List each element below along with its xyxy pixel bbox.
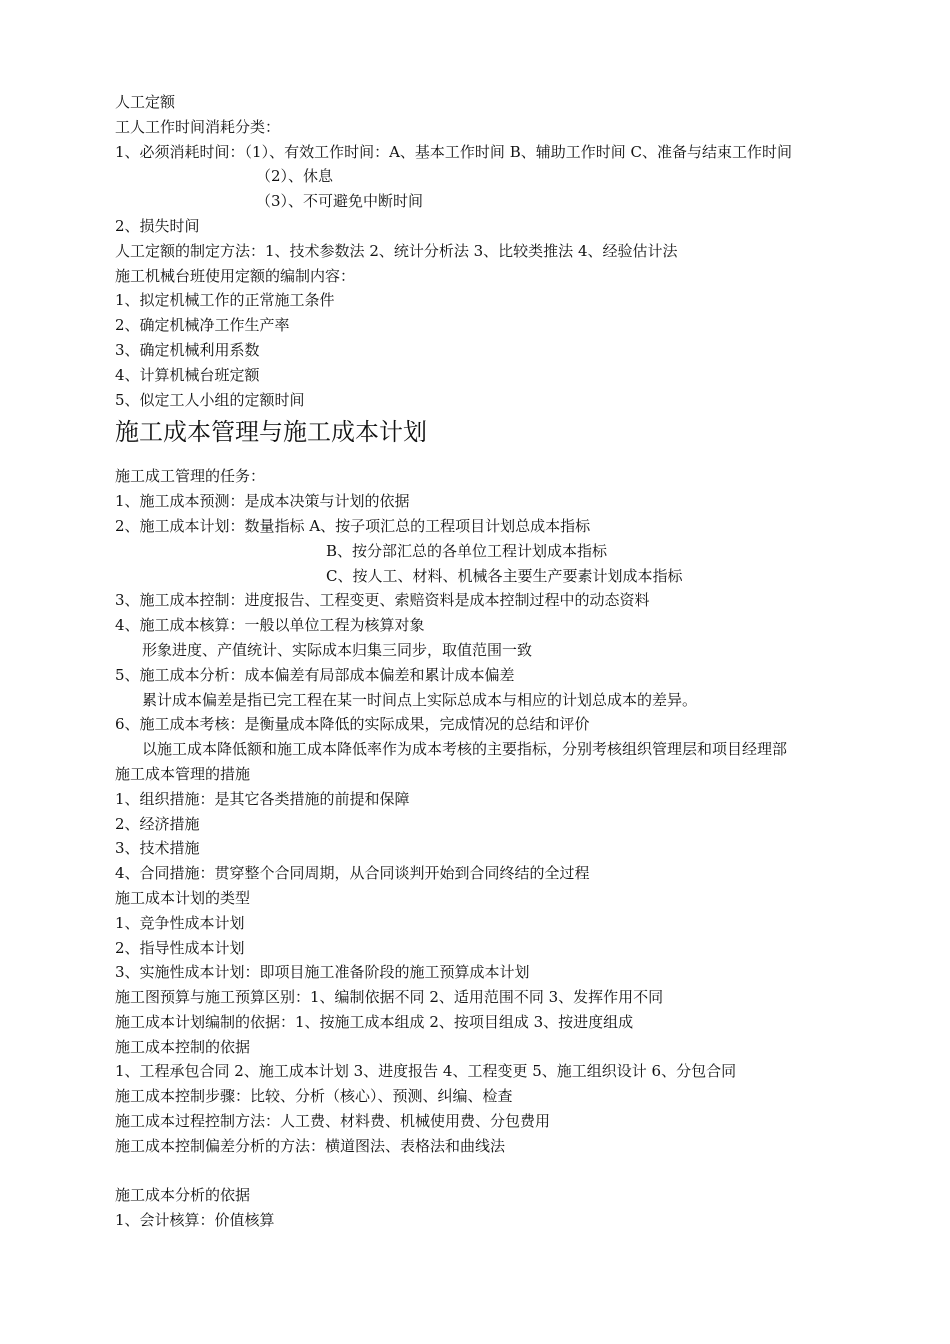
section-heading: 施工成本管理与施工成本计划 xyxy=(115,418,427,447)
text-line: （3）、不可避免中断时间 xyxy=(256,192,424,211)
text-line: 工人工作时间消耗分类： xyxy=(115,117,281,136)
text-line: C、按人工、材料、机械各主要生产要素计划成本指标 xyxy=(326,566,683,585)
text-line: 5、施工成本分析：成本偏差有局部成本偏差和累计成本偏差 xyxy=(115,665,515,684)
text-line: 4、计算机械台班定额 xyxy=(115,365,260,384)
text-line: 2、施工成本计划：数量指标 A、按子项汇总的工程项目计划总成本指标 xyxy=(115,516,591,535)
spacer xyxy=(115,454,905,464)
text-line: 4、合同措施：贯穿整个合同周期，从合同谈判开始到合同终结的全过程 xyxy=(115,864,590,883)
text-line: 施工成本控制的依据 xyxy=(115,1037,251,1056)
text-line: 1、拟定机械工作的正常施工条件 xyxy=(115,291,335,310)
text-line: 6、施工成本考核：是衡量成本降低的实际成果，完成情况的总结和评价 xyxy=(115,715,590,734)
text-line: 施工成本过程控制方法：人工费、材料费、机械使用费、分包费用 xyxy=(115,1112,551,1131)
text-line: 2、经济措施 xyxy=(115,814,200,833)
text-line: 施工成工管理的任务： xyxy=(115,467,266,486)
text-line: 1、会计核算：价值核算 xyxy=(115,1211,275,1230)
text-line: 1、工程承包合同 2、施工成本计划 3、进度报告 4、工程变更 5、施工组织设计 6、分包合同 xyxy=(115,1062,737,1081)
text-line: B、按分部汇总的各单位工程计划成本指标 xyxy=(326,541,608,560)
text-line: 人工定额 xyxy=(115,93,176,111)
text-line: 4、施工成本核算：一般以单位工程为核算对象 xyxy=(115,616,425,635)
text-line: 施工成本分析的依据 xyxy=(115,1186,251,1205)
text-line: 3、施工成本控制：进度报告、工程变更、索赔资料是成本控制过程中的动态资料 xyxy=(115,591,650,610)
text-line: 5、似定工人小组的定额时间 xyxy=(115,390,305,409)
text-line: 以施工成本降低额和施工成本降低率作为成本考核的主要指标，分别考核组织管理层和项目经理部 xyxy=(142,740,788,759)
text-line: 累计成本偏差是指已完工程在某一时间点上实际总成本与相应的计划总成本的差异。 xyxy=(142,690,698,709)
text-line: 施工成本计划的类型 xyxy=(115,888,251,907)
text-line: 1、必须消耗时间：（1）、有效工作时间：A、基本工作时间 B、辅助工作时间 C、准备与结束工作时间 xyxy=(115,142,792,161)
text-line: 1、竞争性成本计划 xyxy=(115,913,245,932)
blank-line xyxy=(115,1159,905,1184)
text-line: 施工成本控制步骤：比较、分析（核心）、预测、纠编、检查 xyxy=(115,1087,513,1106)
text-line: 施工机械台班使用定额的编制内容： xyxy=(115,266,356,285)
text-line: 2、确定机械净工作生产率 xyxy=(115,316,290,335)
text-line: 2、指导性成本计划 xyxy=(115,938,245,957)
text-line: 施工图预算与施工预算区别：1、编制依据不同 2、适用范围不同 3、发挥作用不同 xyxy=(115,988,664,1007)
text-line: 人工定额的制定方法：1、技术参数法 2、统计分析法 3、比较类推法 4、经验估计法 xyxy=(115,241,678,260)
text-line: 3、确定机械利用系数 xyxy=(115,340,260,359)
text-line: 2、损失时间 xyxy=(115,216,200,235)
document-page xyxy=(115,90,905,1233)
text-line: 施工成本管理的措施 xyxy=(115,764,251,783)
text-line: 施工成本控制偏差分析的方法：横道图法、表格法和曲线法 xyxy=(115,1136,506,1155)
text-line: 3、技术措施 xyxy=(115,839,200,858)
text-line: 施工成本计划编制的依据：1、按施工成本组成 2、按项目组成 3、按进度组成 xyxy=(115,1012,634,1031)
text-line: 1、施工成本预测：是成本决策与计划的依据 xyxy=(115,492,410,511)
text-line: 形象进度、产值统计、实际成本归集三同步，取值范围一致 xyxy=(142,640,533,659)
text-line: （2）、休息 xyxy=(256,167,334,186)
text-line: 3、实施性成本计划：即项目施工准备阶段的施工预算成本计划 xyxy=(115,963,530,982)
text-line: 1、组织措施：是其它各类措施的前提和保障 xyxy=(115,789,410,808)
